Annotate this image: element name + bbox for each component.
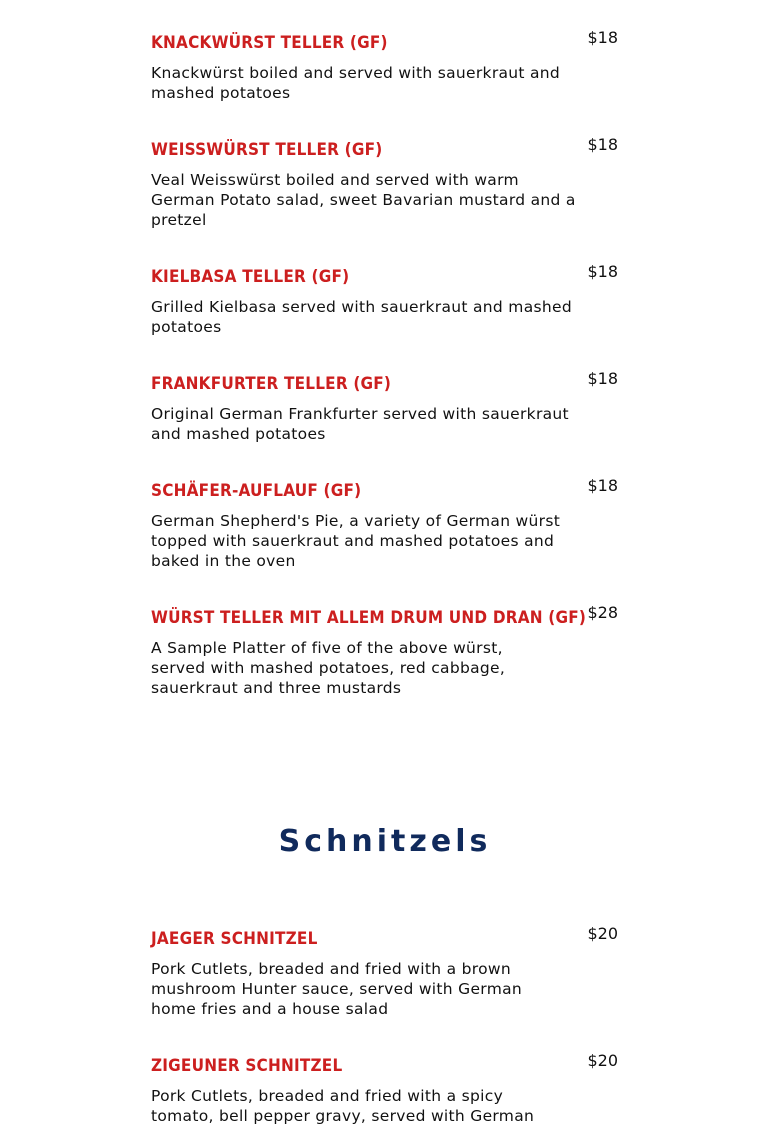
item-name: WEISSWÜRST TELLER (GF) <box>151 140 383 160</box>
item-description: Knackwürst boiled and served with sauerkraut and mashed potatoes <box>151 64 561 102</box>
item-price: $28 <box>587 603 618 622</box>
item-description: A Sample Platter of five of the above würst, served with mashed potatoes, red cabbage, sauerkraut and three mustards <box>151 639 506 697</box>
item-name: FRANKFURTER TELLER (GF) <box>151 374 392 394</box>
item-name: ZIGEUNER SCHNITZEL <box>151 1056 343 1076</box>
item-price: $18 <box>587 369 618 388</box>
item-name: KNACKWÜRST TELLER (GF) <box>151 33 388 53</box>
item-description: German Shepherd's Pie, a variety of German würst topped with sauerkraut and mashed potatoes and baked in the oven <box>151 512 561 570</box>
item-price: $20 <box>587 1051 618 1070</box>
item-name: WÜRST TELLER MIT ALLEM DRUM UND DRAN (GF) <box>151 608 587 628</box>
item-name: KIELBASA TELLER (GF) <box>151 267 350 287</box>
item-description: Pork Cutlets, breaded and fried with a spicy tomato, bell pepper gravy, served with German <box>151 1087 535 1125</box>
item-description: Original German Frankfurter served with sauerkraut and mashed potatoes <box>151 405 569 443</box>
item-price: $18 <box>587 28 618 47</box>
item-description: Veal Weisswürst boiled and served with warm German Potato salad, sweet Bavarian mustard and a pretzel <box>151 171 576 229</box>
item-description: Pork Cutlets, breaded and fried with a brown mushroom Hunter sauce, served with German home fries and a house salad <box>151 960 523 1018</box>
section-title-schnitzels: Schnitzels <box>278 824 492 859</box>
item-price: $20 <box>587 924 618 943</box>
item-name: SCHÄFER-AUFLAUF (GF) <box>151 481 362 501</box>
item-price: $18 <box>587 135 618 154</box>
item-description: Grilled Kielbasa served with sauerkraut and mashed potatoes <box>151 298 572 336</box>
item-name: JAEGER SCHNITZEL <box>151 929 318 949</box>
item-price: $18 <box>587 262 618 281</box>
item-price: $18 <box>587 476 618 495</box>
